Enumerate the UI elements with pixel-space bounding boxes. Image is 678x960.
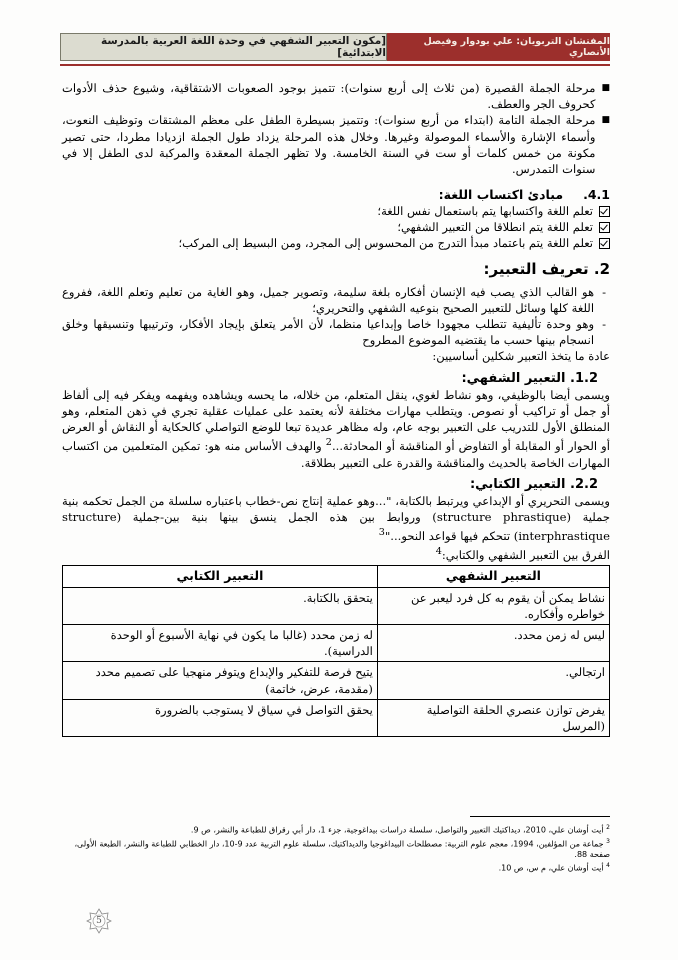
footnote-item: [62, 860, 610, 874]
footnote-ref-2[interactable]: 2: [325, 437, 332, 449]
principle-item-3: [62, 235, 610, 251]
header-written: التعبير الكتابي: [63, 566, 378, 587]
stage-text-1: مرحلة الجملة القصيرة (من ثلاث إلى أربع سنوات): تتميز بوجود الصعوبات الاشتقاقية، وشيوع حذف الأدوات كحروف الجر والعطف.: [62, 81, 596, 112]
section-2-2-heading: 2.2. التعبير الكتابي:: [469, 476, 598, 492]
table-cell: يفرض توازن عنصري الحلقة التواصلية (المرسل: [377, 699, 609, 736]
section-2-heading: 2. تعريف التعبير:: [483, 260, 610, 279]
section-2-2-text: [62, 493, 610, 544]
table-row: [63, 699, 610, 736]
table-cell: يتحقق بالكتابة.: [63, 587, 378, 624]
footnote-item: [62, 822, 610, 836]
footnote-number: 2: [606, 824, 610, 831]
stage-item-1: [62, 80, 610, 112]
footnote-ref-4[interactable]: 4: [435, 546, 442, 558]
footnote-text: جماعة من المؤلفين، 1994، معجم علوم التربية: مصطلحات البيداغوجيا والديداكتيك، سلسلة علوم التربية عدد 9-10، دار الخطابي للطباعة والنشر، الطبعة الأولى، صفحة 88.: [74, 839, 610, 860]
section-4-1-heading: [62, 187, 610, 203]
definition-item-1: [62, 284, 610, 316]
dash-bullet: -: [602, 284, 606, 299]
header-authors: المفتشان التربويان: علي بودوار وفيصل الأنصاري: [387, 33, 610, 61]
footnote-text: أيت أوشان علي، م س، ص 10.: [498, 863, 604, 873]
checkbox-icon: [599, 222, 610, 233]
table-caption: [62, 544, 610, 563]
oral-goal: والهدف الأساس منه هو: تمكين المتعلمين من اكتساب المهارات الخاصة بالحديث والمناقشة والقدرة على التعبير بطلاقة.: [62, 439, 610, 470]
square-bullet-icon: ■: [601, 83, 610, 93]
written-definition: ويسمى التحريري أو الإبداعي ويرتبط بالكتابة، "...وهو عملية إنتاج نص-خطاب باعتباره سلسلة من الجمل تحكمه بنية جملية (structure phrastique) وروابط بين هذه الجمل ينسق بينها بنية بين-جملية (structure interphrastique) تتحكم فيها قواعد النحو...": [62, 493, 610, 544]
table-cell: ارتجالي.: [377, 662, 609, 699]
footnote-number: 3: [606, 837, 610, 845]
footnote-number: 4: [606, 862, 610, 870]
principle-item-2: [62, 219, 610, 235]
principle-text-2: تعلم اللغة يتم انطلاقا من التعبير الشفهي؛: [397, 220, 593, 235]
table-cell: يتيح فرصة للتفكير والإبداع ويتوفر منهجيا على تصميم محدد (مقدمة، عرض، خاتمة): [63, 662, 378, 699]
footnote-separator: [470, 816, 610, 817]
section-4-1-title: مبادئ اكتساب اللغة:: [438, 187, 564, 203]
checkbox-icon: [599, 206, 610, 217]
principle-item-1: [62, 203, 610, 219]
section-4-1-number: 4.1.: [583, 187, 610, 203]
section-1-2-text: [62, 387, 610, 471]
footnote-ref-3[interactable]: 3: [378, 527, 385, 539]
table-header-row: [63, 566, 610, 587]
header-title: [مكون التعبير الشفهي في وحدة اللغة العربية بالمدرسة الابتدائية]: [60, 33, 387, 61]
section-1-2-heading: 1.2. التعبير الشفهي:: [461, 370, 598, 386]
page-header: [60, 33, 610, 61]
page-number: 5: [96, 916, 102, 926]
stage-item-2: [62, 112, 610, 177]
section-2-note: عادة ما يتخذ التعبير شكلين أساسيين:: [432, 349, 610, 364]
page-number-badge: [86, 908, 112, 934]
principle-text-3: تعلم اللغة يتم باعتماد مبدأ التدرج من المحسوس إلى المجرد، ومن البسيط إلى المركب؛: [178, 236, 593, 251]
table-row: [63, 662, 610, 699]
table-cell: له زمن محدد (غالبا ما يكون في نهاية الأسبوع أو الوحدة الدراسية).: [63, 625, 378, 662]
definition-text-2: وهو وحدة تأليفية تتطلب مجهودا خاصا وإبداعيا منظما، لأن الأمر يتعلق بإيجاد الأفكار، وترتيبها وتنسيقها وخلق انسجام بينها حسب ما يقتضيه الموضوع المطروح: [62, 317, 595, 348]
footnote-item: [62, 836, 610, 861]
dash-bullet: -: [602, 317, 606, 332]
comparison-table: [62, 565, 610, 737]
stage-text-2: مرحلة الجملة التامة (ابتداء من أربع سنوات): وتتميز بسيطرة الطفل على معظم المشتقات وتوظيف النعوت، وأسماء الإشارة والأسماء الموصولة وغيرها. وخلال هذه المرحلة يزداد طول الجملة ازديادا مطردا، حتى تصير مكونة من خمس كلمات أو ست في السنة الخامسة. ولا تظهر الجملة المعقدة والمركبة لدى الطفل إلا في سنوات التمدرس.: [62, 113, 596, 177]
definition-text-1: هو القالب الذي يصب فيه الإنسان أفكاره بلغة سليمة، وتصوير جميل، وهو الغاية من تعليم وتعلم اللغة، ففروع اللغة كلها وسائل للتعبير الصحيح بنوعيه الشفهي والتحريري؛: [62, 284, 595, 315]
main-content: [62, 80, 610, 737]
table-row: [63, 587, 610, 624]
oral-definition: ويسمى أيضا بالوظيفي، وهو نشاط لغوي، ينقل المتعلم، من خلاله، ما يحسه ويشاهده ويفهمه ويفكر فيه إلى ألفاظ أو جمل أو تراكيب أو نصوص. ويتطلب مهارات مختلفة لأنه يعتمد على عمليات عقلية تجري في ذهن المتعلم، وهو المنطلق الأول للتدريب على التعبير بوجه عام، وله مظاهر عديدة تبعا للوضع التواصلي كالحكاية أو النقاش أو العرض أو الحوار أو المقابلة أو التفاوض أو المناقشة أو المحادثة...: [62, 387, 610, 454]
checkbox-icon: [599, 238, 610, 249]
principle-text-1: تعلم اللغة واكتسابها يتم باستعمال نفس اللغة؛: [377, 204, 593, 219]
header-divider: [60, 64, 610, 66]
header-oral: التعبير الشفهي: [377, 566, 609, 587]
table-row: [63, 625, 610, 662]
definition-item-2: [62, 316, 610, 348]
square-bullet-icon: ■: [601, 115, 610, 126]
table-caption-text: الفرق بين التعبير الشفهي والكتابي:: [441, 548, 610, 563]
table-cell: ليس له زمن محدد.: [377, 625, 609, 662]
footnotes: [62, 822, 610, 874]
table-cell: يحقق التواصل في سياق لا يستوجب بالضرورة: [63, 699, 378, 736]
table-cell: نشاط يمكن أن يقوم به كل فرد ليعبر عن خواطره وأفكاره.: [377, 587, 609, 624]
footnote-text: أيت أوشان علي، 2010، ديداكتيك التعبير والتواصل، سلسلة دراسات بيداغوجية، جزء 1، دار أبي رقراق للطباعة والنشر، ص 9.: [190, 825, 604, 835]
